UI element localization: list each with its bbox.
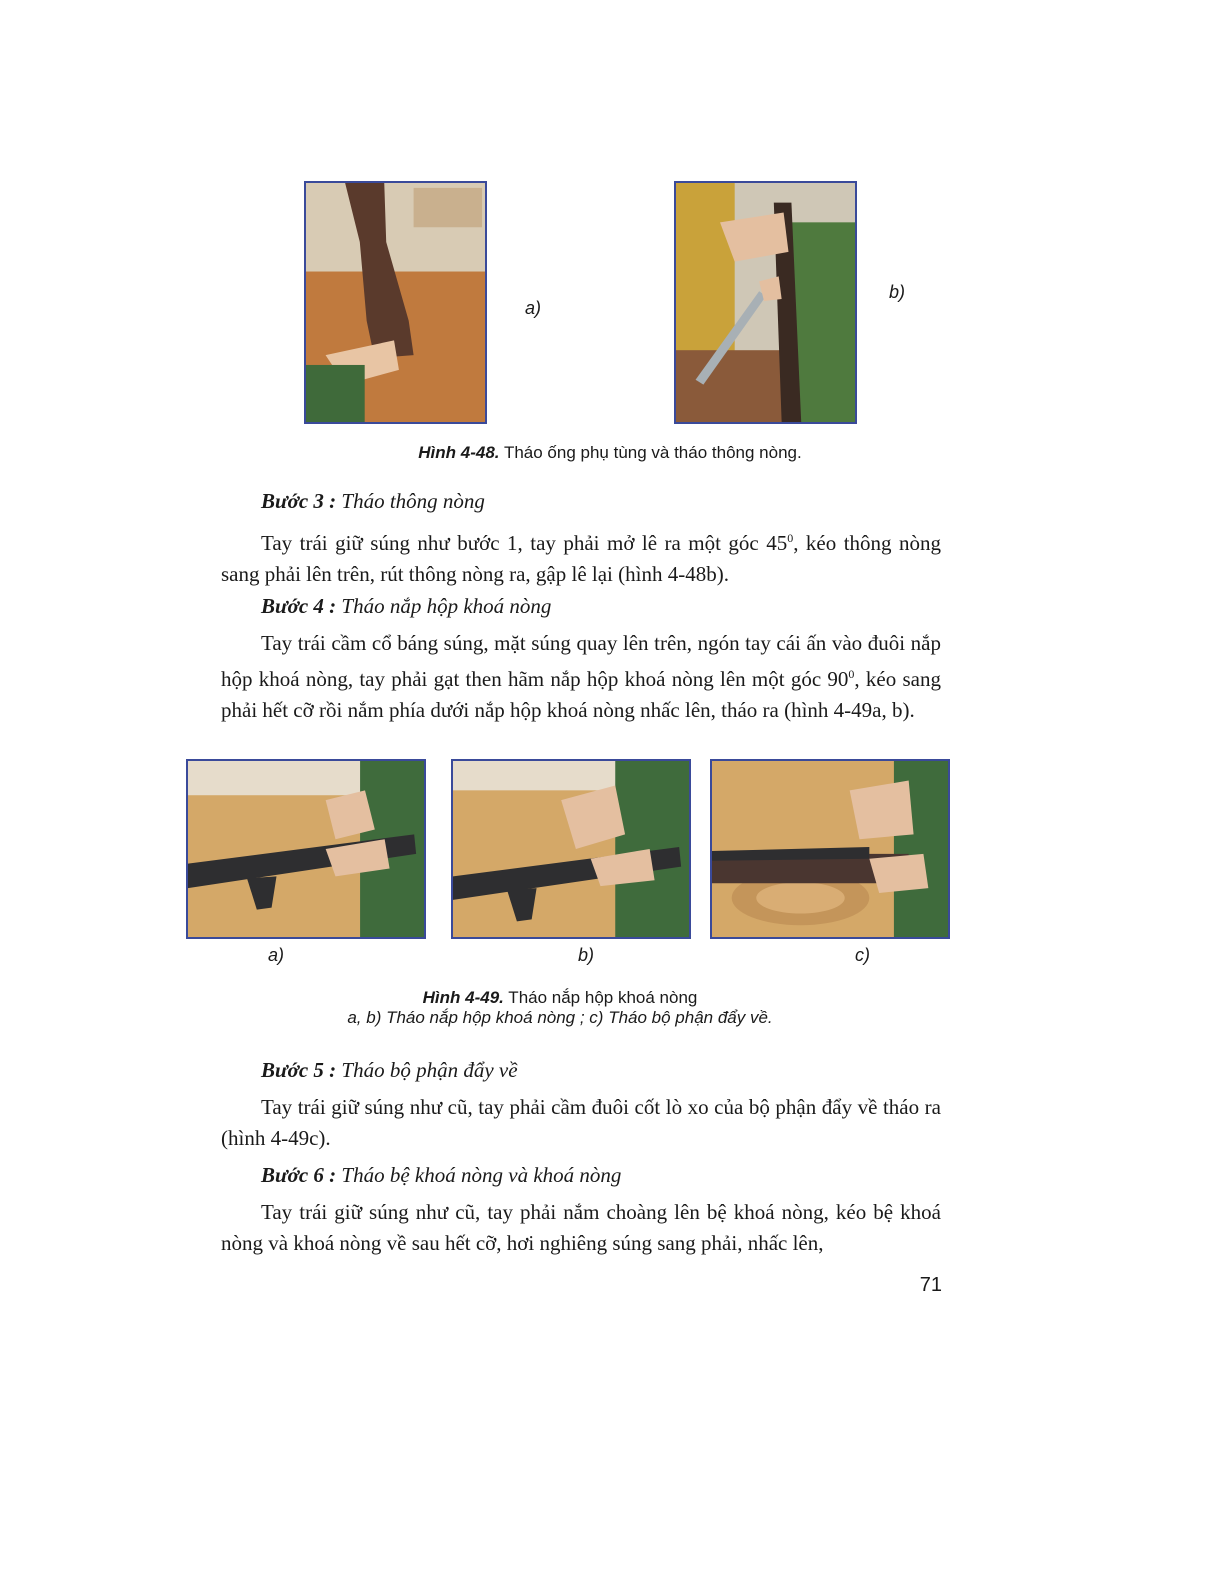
step-3-text-a: Tay trái giữ súng như bước 1, tay phải mở lê ra một góc 45 <box>261 531 788 555</box>
step-4-text-a: Tay trái cầm cổ báng súng, mặt súng quay lên trên, ngón tay cái ấn vào đuôi nắp hộp khoá nòng, tay phải gạt then hãm nắp hộp khoá nòng lên một góc 90 <box>221 631 941 691</box>
figure-4-49-label-b: b) <box>578 945 595 965</box>
step-6-heading-title: Tháo bệ khoá nòng và khoá nòng <box>336 1163 622 1187</box>
step-6-paragraph: Tay trái giữ súng như cũ, tay phải nắm choàng lên bệ khoá nòng, kéo bệ khoá nòng và khoá nòng về sau hết cỡ, hơi nghiêng súng sang phải, nhấc lên, <box>221 1200 941 1255</box>
figure-4-49-caption-sub: a, b) Tháo nắp hộp khoá nòng ; c) Tháo bộ phận đẩy về. <box>347 1008 773 1027</box>
figure-4-49c-photo <box>710 759 950 939</box>
figure-4-48-label-a: a) <box>525 298 542 318</box>
step-6-heading <box>261 1163 621 1188</box>
step-4-paragraph <box>221 628 941 726</box>
step-4-heading <box>261 594 551 619</box>
step-5-paragraph: Tay trái giữ súng như cũ, tay phải cầm đuôi cốt lò xo của bộ phận đẩy về tháo ra (hình 4-49c). <box>221 1095 941 1150</box>
step-5-heading-label: Bước 5 : <box>261 1058 337 1082</box>
figure-4-48-caption <box>300 443 920 463</box>
step-4-heading-title: Tháo nắp hộp khoá nòng <box>336 594 552 618</box>
step-5-heading <box>261 1058 518 1083</box>
figure-4-48b-photo <box>674 181 857 424</box>
figure-4-49-caption <box>260 988 860 1028</box>
figure-4-48-caption-text: Tháo ống phụ tùng và tháo thông nòng. <box>499 443 802 462</box>
step-3-degree: 0 <box>787 531 794 545</box>
figure-4-49-caption-number: Hình 4-49. <box>422 988 504 1007</box>
figure-4-49-caption-text: Tháo nắp hộp khoá nòng <box>503 988 698 1007</box>
figure-4-49-label-a: a) <box>268 945 285 965</box>
figure-4-49b-photo <box>451 759 691 939</box>
step-3-text-b: , kéo thông nòng sang phải lên trên, rút thông nòng ra, gập lê lại (hình 4-48b). <box>221 531 942 586</box>
step-6-heading-label: Bước 6 : <box>261 1163 337 1187</box>
step-3-heading-label: Bước 3 : <box>261 489 337 513</box>
figure-4-48-label-b: b) <box>889 282 906 302</box>
step-5-heading-title: Tháo bộ phận đẩy về <box>336 1058 518 1082</box>
step-3-paragraph <box>221 523 941 590</box>
step-4-text-b: , kéo sang phải hết cỡ rồi nắm phía dưới nắp hộp khoá nòng nhấc lên, tháo ra (hình 4-49a, b). <box>221 667 941 722</box>
step-3-heading-title: Tháo thông nòng <box>336 489 485 513</box>
page-number: 71 <box>919 1274 942 1296</box>
figure-4-49-label-c: c) <box>855 945 870 965</box>
step-4-degree: 0 <box>848 667 855 681</box>
figure-4-48a-photo <box>304 181 487 424</box>
figure-4-49a-photo <box>186 759 426 939</box>
step-4-heading-label: Bước 4 : <box>261 594 337 618</box>
step-3-heading <box>261 489 485 514</box>
figure-4-48-caption-number: Hình 4-48. <box>418 443 500 462</box>
